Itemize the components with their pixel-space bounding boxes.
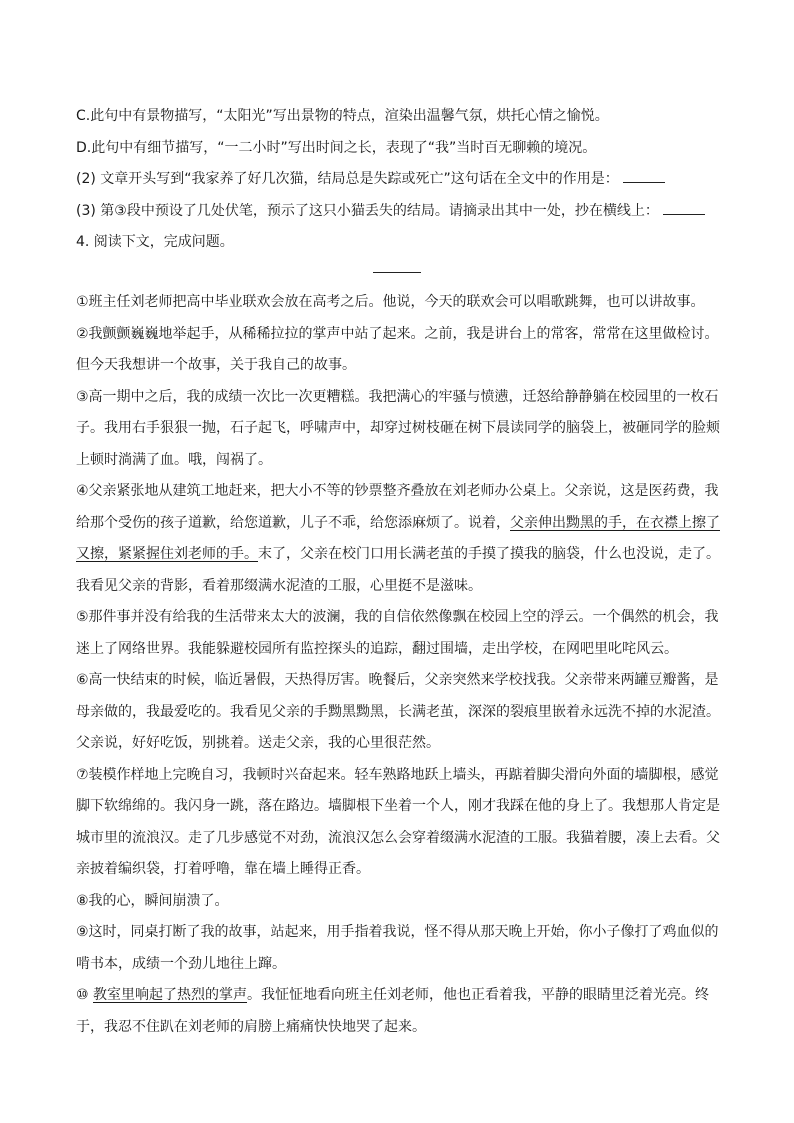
paragraph-7-cont: 亲披着编织袋，打着呼噜，靠在墙上睡得正香。 xyxy=(76,861,370,877)
paragraph-4-cont xyxy=(76,508,728,540)
underlined-sentence: 又擦，紧紧握住刘老师的手。 xyxy=(76,546,258,562)
article-body xyxy=(76,287,728,1043)
paragraph-4-text: 给那个受伤的孩子道歉，给您道歉，儿子不乖，给您添麻烦了。说着， xyxy=(76,514,510,531)
question-2 xyxy=(76,164,728,196)
paragraph-5-cont: 迷上了网络世界。我能躲避校园所有监控探头的追踪，翻过围墙，走出学校，在网吧里叱咤风云。 xyxy=(76,640,678,657)
paragraph-4: ④父亲紧张地从建筑工地赶来，把大小不等的钞票整齐叠放在刘老师办公桌上。父亲说，这是医药费，我 xyxy=(76,483,719,499)
question-3 xyxy=(76,196,728,228)
paragraph-10-number: ⑩ xyxy=(76,987,94,1003)
paragraph-4-text: 末了，父亲在校门口用长满老茧的手摸了摸我的脑袋，什么也没说，走了。 xyxy=(258,546,720,562)
paragraph-3: ③高一期中之后，我的成绩一次比一次更糟糕。我把满心的牢骚与愤懑，迁怒给静静躺在校园里的一枚石 xyxy=(76,388,719,405)
paragraph-2: ②我颤颤巍巍地举起手，从稀稀拉拉的掌声中站了起来。之前，我是讲台上的常客，常常在这里做检讨。 xyxy=(76,325,719,342)
question-4: 4. 阅读下文，完成问题。 xyxy=(76,234,234,250)
answer-blank[interactable] xyxy=(623,168,665,183)
paragraph-10-cont: 于，我忍不住趴在刘老师的肩膀上痛痛快快地哭了起来。 xyxy=(76,1018,426,1035)
paragraph-6-cont: 母亲做的，我最爱吃的。我看见父亲的手黝黑黝黑，长满老茧，深深的裂痕里嵌着永远洗不掉的水泥渣。 xyxy=(76,703,720,720)
paragraph-9-cont: 啃书本，成绩一个劲儿地往上蹿。 xyxy=(76,955,286,972)
paragraph-10 xyxy=(76,980,728,1012)
paragraph-7-cont: 城市里的流浪汉。走了几步感觉不对劲，流浪汉怎么会穿着缀满水泥渣的工服。我猫着腰，凑上去看。父 xyxy=(76,829,720,846)
question-2-text: (2) 文章开头写到“我家养了好几次猫，结局总是失踪或死亡”这句话在全文中的作用是： xyxy=(76,171,619,187)
paragraph-5: ⑤那件事并没有给我的生活带来太大的波澜，我的自信依然像飘在校园上空的浮云。一个偶然的机会，我 xyxy=(76,609,719,625)
option-c: C.此句中有景物描写，“太阳光”写出景物的特点，渲染出温馨气氛，烘托心情之愉悦。 xyxy=(76,108,609,124)
paragraph-2-cont: 但今天我想讲一个故事，关于我自己的故事。 xyxy=(76,357,356,373)
paragraph-3-cont: 上顿时淌满了血。哦，闯祸了。 xyxy=(76,451,272,468)
paragraph-1: ①班主任刘老师把高中毕业联欢会放在高考之后。他说，今天的联欢会可以唱歌跳舞，也可以讲故事。 xyxy=(76,294,705,310)
paragraph-9: ⑨这时，同桌打断了我的故事，站起来，用手指着我说，怪不得从那天晚上开始，你小子像打了鸡血似的 xyxy=(76,924,719,940)
paragraph-3-cont: 子。我用右手狠狠一抛，石子起飞，呼啸声中，却穿过树枝砸在树下晨读同学的脑袋上，被砸同学的脸颊 xyxy=(76,420,720,436)
paragraph-6: ⑥高一快结束的时候，临近暑假，天热得厉害。晚餐后，父亲突然来学校找我。父亲带来两罐豆瓣酱，是 xyxy=(76,672,719,688)
title-blank-line xyxy=(373,272,421,273)
question-3-text: (3) 第③段中预设了几处伏笔，预示了这只小猫丢失的结局。请摘录出其中一处，抄在横线上： xyxy=(76,202,659,219)
paragraph-7: ⑦装模作样地上完晚自习，我顿时兴奋起来。轻车熟路地跃上墙头，再踮着脚尖滑向外面的墙脚根，感觉 xyxy=(76,766,719,783)
paragraph-4-cont xyxy=(76,539,728,571)
paragraph-8: ⑧我的心，瞬间崩溃了。 xyxy=(76,892,229,909)
underlined-sentence: 教室里响起了热烈的掌声 xyxy=(93,987,248,1003)
underlined-sentence: 父亲伸出黝黑的手，在衣襟上擦了 xyxy=(510,514,720,531)
option-d: D.此句中有细节描写，“一二小时”写出时间之长，表现了“我”当时百无聊赖的境况。 xyxy=(76,139,597,156)
question-block xyxy=(76,101,728,259)
paragraph-10-text: 。我怔怔地看向班主任刘老师，他也正看着我，平静的眼睛里泛着光亮。终 xyxy=(247,987,710,1003)
paragraph-7-cont: 脚下软绵绵的。我闪身一跳，落在路边。墙脚根下坐着一个人，刚才我踩在他的身上了。我想那人肯定是 xyxy=(76,798,720,814)
paragraph-6-cont: 父亲说，好好吃饭，别挑着。送走父亲，我的心里很茫然。 xyxy=(76,735,440,751)
answer-blank[interactable] xyxy=(663,200,705,215)
paragraph-4-cont: 我看见父亲的背影，看着那缀满水泥渣的工服，心里挺不是滋味。 xyxy=(76,577,482,594)
